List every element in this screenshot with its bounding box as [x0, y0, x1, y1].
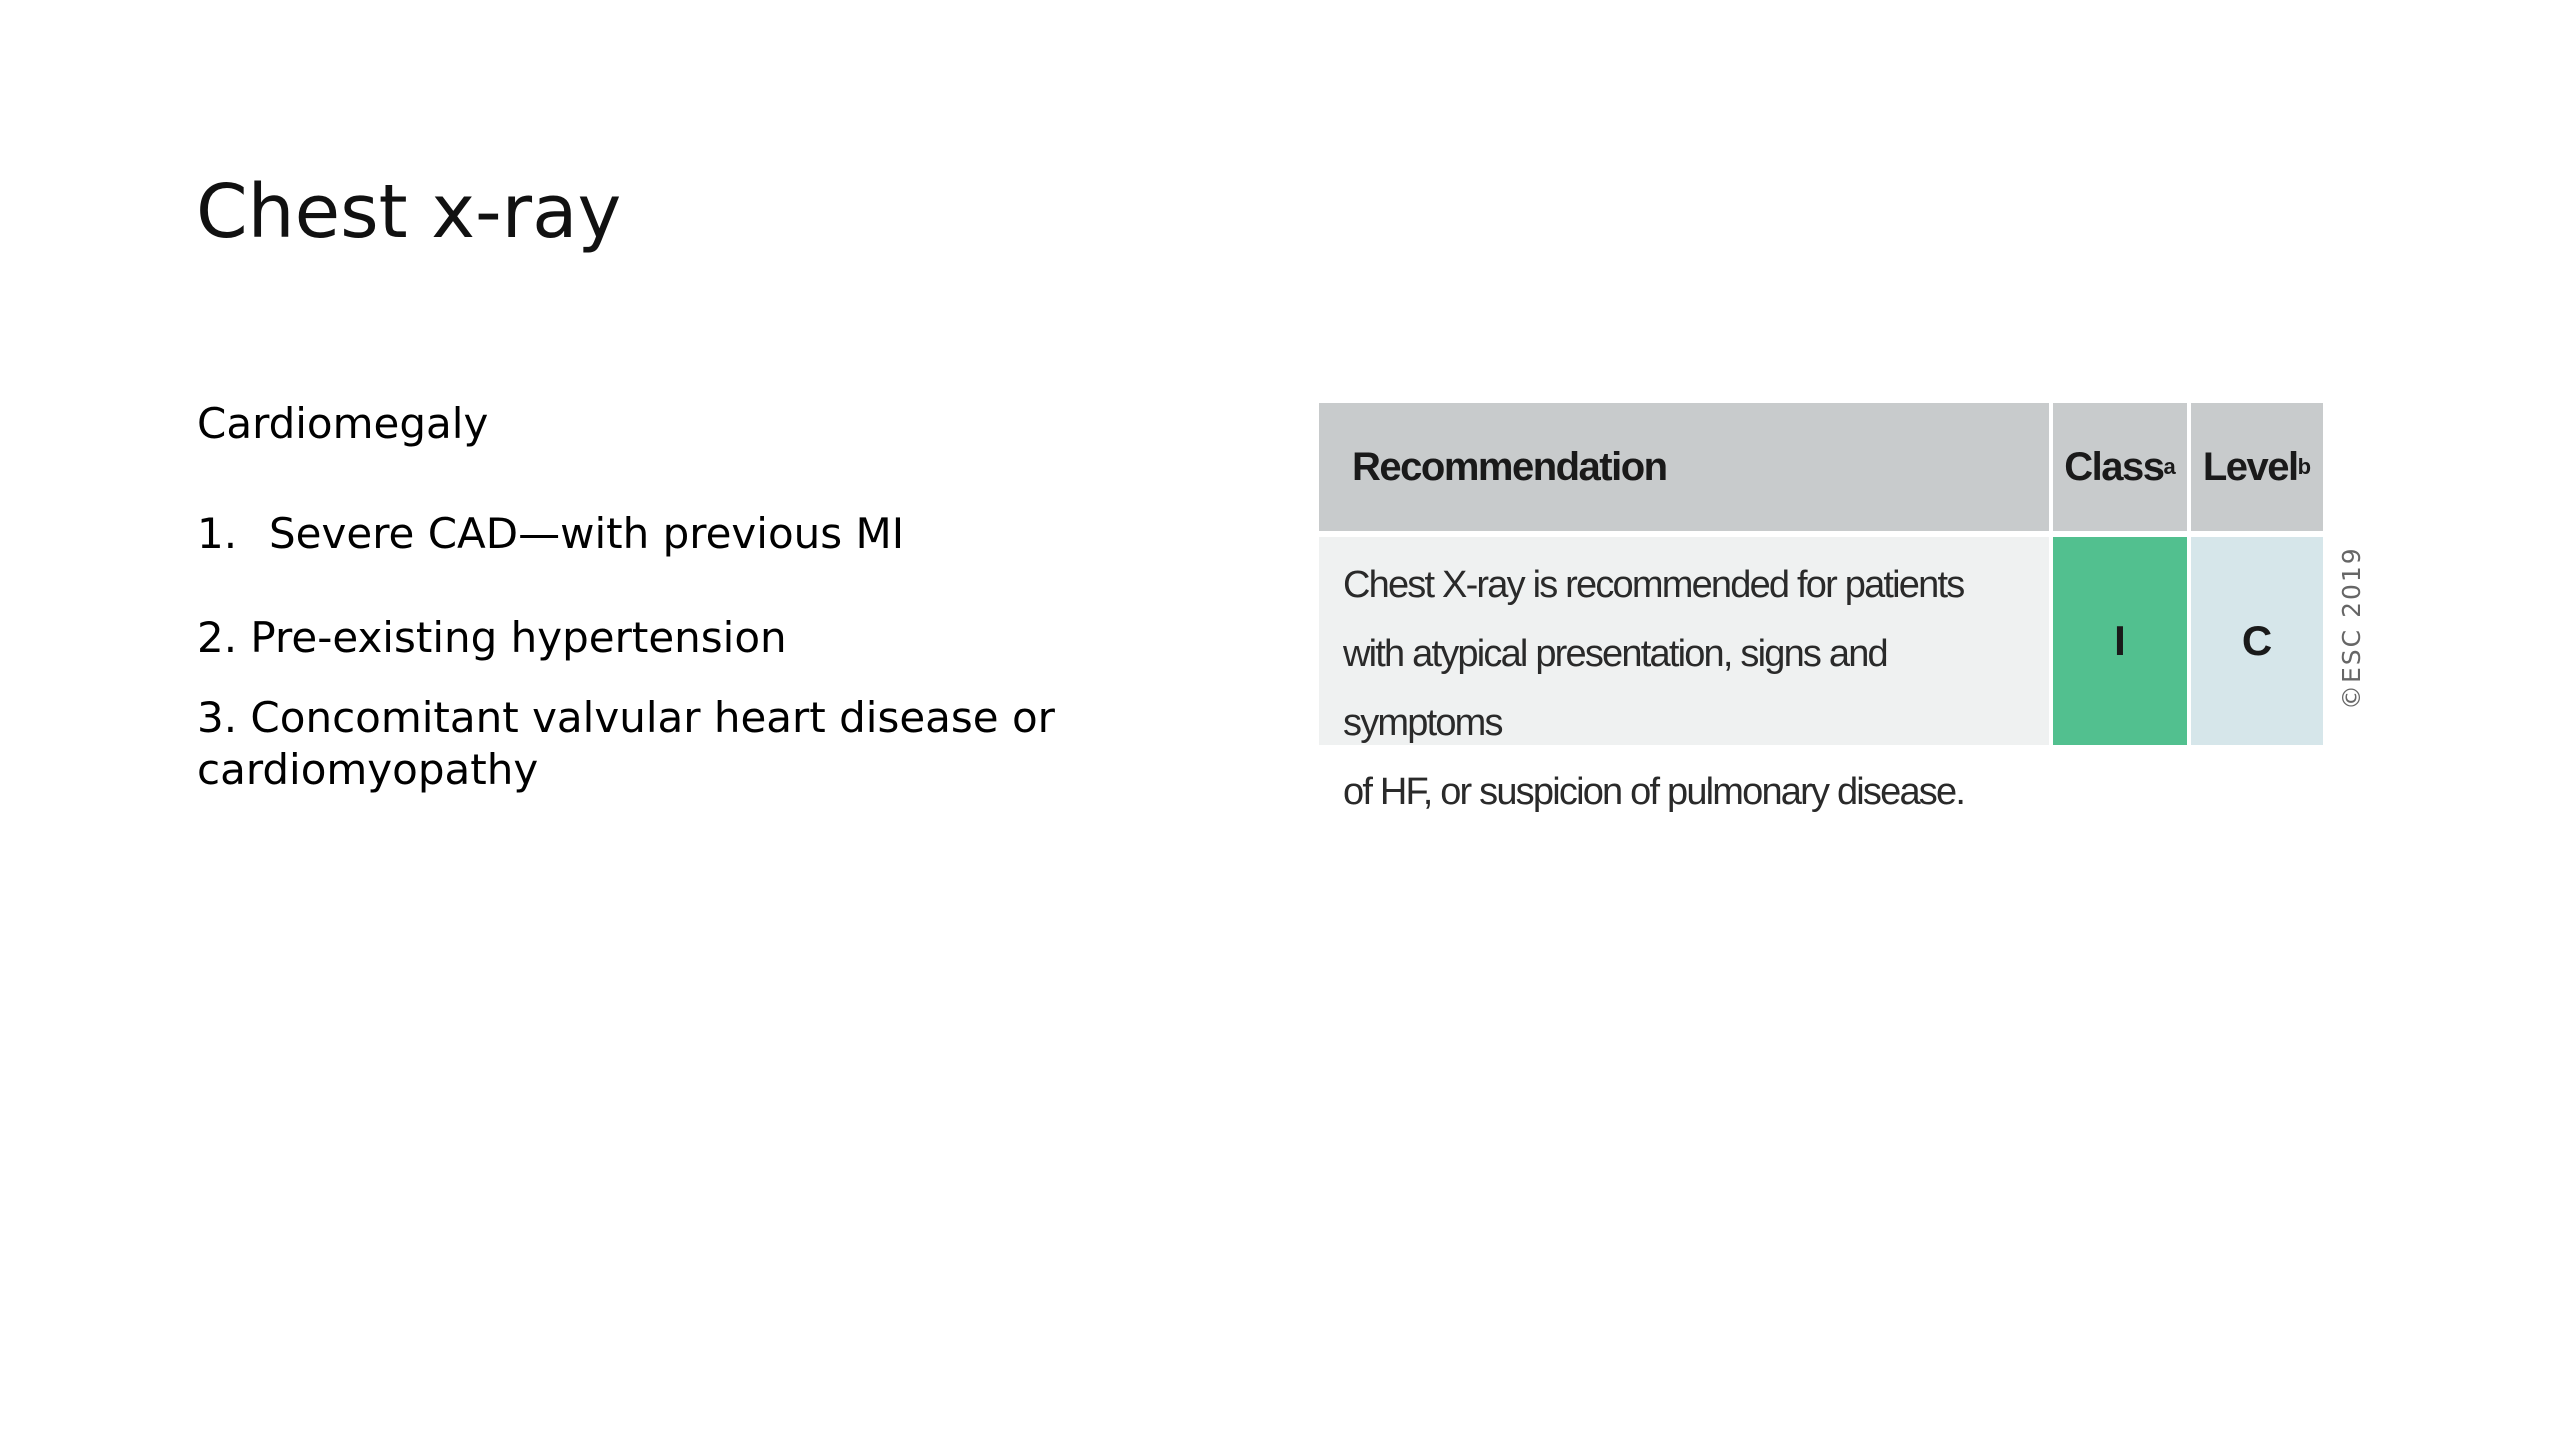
recommendation-table	[1319, 403, 2323, 813]
recommendation-cell	[1319, 537, 2049, 813]
level-cell: C	[2191, 537, 2323, 745]
copyright-notice: ©ESC 2019	[2337, 546, 2366, 710]
header-level-footnote: b	[2297, 454, 2312, 479]
list-item-1-text: Severe CAD—with previous MI	[269, 509, 905, 558]
recommendation-line-2: with atypical presentation, signs and symptoms	[1343, 633, 1887, 744]
content-list	[197, 398, 1197, 796]
header-recommendation	[1319, 403, 2049, 531]
header-class-footnote: a	[2163, 454, 2176, 479]
list-item-1-number: 1.	[197, 509, 238, 558]
list-item-3: 3. Concomitant valvular heart disease or cardiomyopathy	[197, 693, 1055, 794]
header-class	[2053, 403, 2187, 531]
list-item-1	[197, 508, 1197, 560]
recommendation-line-3: of HF, or suspicion of pulmonary disease.	[1343, 771, 1965, 813]
list-item-2: 2. Pre-existing hypertension	[197, 613, 787, 662]
content-heading: Cardiomegaly	[197, 399, 489, 448]
recommendation-line-1: Chest X-ray is recommended for patients	[1343, 564, 1964, 606]
header-recommendation-label: Recommendation	[1352, 444, 1667, 489]
header-level-label: Level	[2202, 444, 2298, 489]
class-cell: I	[2053, 537, 2187, 745]
header-level	[2191, 403, 2323, 531]
header-class-label: Class	[2064, 444, 2164, 489]
slide-title: Chest x-ray	[196, 169, 622, 255]
